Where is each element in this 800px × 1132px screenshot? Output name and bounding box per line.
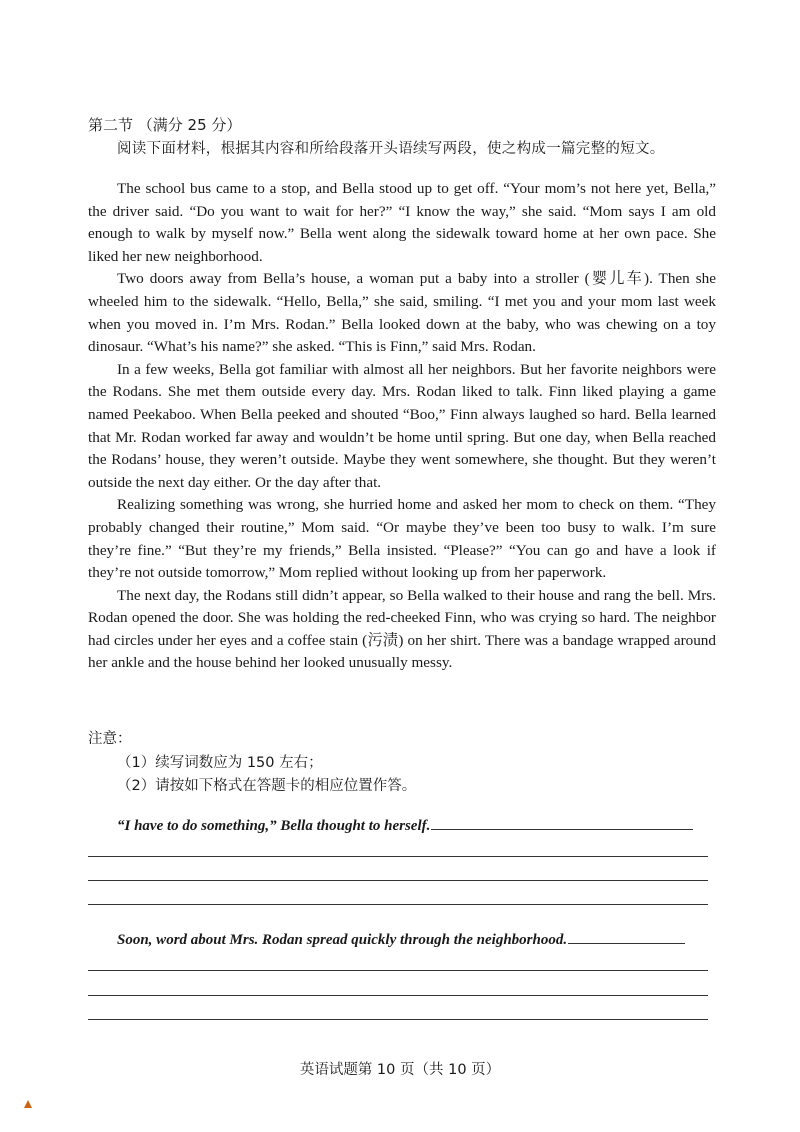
continuation-prompt-1 xyxy=(117,818,693,835)
answer-line xyxy=(88,880,708,881)
continuation-prompt-2 xyxy=(117,932,685,949)
prompt-2-text: Soon, word about Mrs. Rodan spread quickly through the neighborhood. xyxy=(117,932,568,948)
page-footer: 英语试题第 10 页（共 10 页） xyxy=(299,1062,501,1078)
note-item-1: （1）续写词数应为 150 左右； xyxy=(117,755,323,771)
section-instruction: 阅读下面材料，根据其内容和所给段落开头语续写两段，使之构成一篇完整的短文。 xyxy=(117,141,665,157)
reading-passage xyxy=(88,178,716,675)
passage-paragraph-4: Realizing something was wrong, she hurried home and asked her mom to check on them. “They probably changed their routine,” Mom said. “Or maybe they’ve been too busy to walk. I’m sure they’re fine.” “But they’re my friends,” Bella insisted. “Please?” “You can go and have a look if they’re not outside tomorrow,” Mom replied without looking up from her paperwork. xyxy=(88,496,716,582)
answer-line xyxy=(88,970,708,971)
passage-paragraph-1: The school bus came to a stop, and Bella stood up to get off. “Your mom’s not here yet, Bella,” the driver said. “Do you want to wait for her?” “I know the way,” she said. “Mom says I am old enough to walk by myself now.” Bella went along the sidewalk toward home at her own pace. She liked her new neighborhood. xyxy=(88,180,716,265)
note-item-2: （2）请按如下格式在答题卡的相应位置作答。 xyxy=(117,778,417,794)
passage-paragraph-2: Two doors away from Bella’s house, a woman put a baby into a stroller (婴儿车). Then she wheeled him to the sidewalk. “Hello, Bella,” she said, smiling. “I met you and your mom last week when you moved in. I’m Mrs. Rodan.” Bella looked down at the baby, who was chewing on a toy dinosaur. “What’s his name?” she asked. “This is Finn,” said Mrs. Rodan. xyxy=(88,270,716,356)
answer-line xyxy=(88,856,708,857)
passage-paragraph-3: In a few weeks, Bella got familiar with almost all her neighbors. But her favorite neighbors were the Rodans. She met them outside every day. Mrs. Rodan liked to talk. Finn liked playing a game named Peekaboo. When Bella peeked and shouted “Boo,” Finn always laughed so hard. Bella learned that Mr. Rodan worked far away and wouldn’t be home until spring. But one day, when Bella reached the Rodans’ house, they weren’t outside. Maybe they went somewhere, she thought. But they weren’t outside the next day either. Or the day after that. xyxy=(88,360,716,491)
corner-mark-icon xyxy=(24,1100,32,1108)
prompt-2-answer-blank xyxy=(568,942,685,944)
notes-title: 注意： xyxy=(88,731,132,747)
prompt-1-text: “I have to do something,” Bella thought to herself. xyxy=(117,818,431,834)
answer-line xyxy=(88,995,708,996)
section-heading: 第二节 （满分 25 分） xyxy=(88,116,242,134)
prompt-1-answer-blank xyxy=(431,828,693,830)
answer-line xyxy=(88,1019,708,1020)
answer-line xyxy=(88,904,708,905)
passage-paragraph-5: The next day, the Rodans still didn’t appear, so Bella walked to their house and rang the bell. Mrs. Rodan opened the door. She was holding the red-cheeked Finn, who was crying so hard. The neighbor had circles under her eyes and a coffee stain (污渍) on her shirt. There was a bandage wrapped around her ankle and the house behind her looked unusually messy. xyxy=(88,586,716,672)
